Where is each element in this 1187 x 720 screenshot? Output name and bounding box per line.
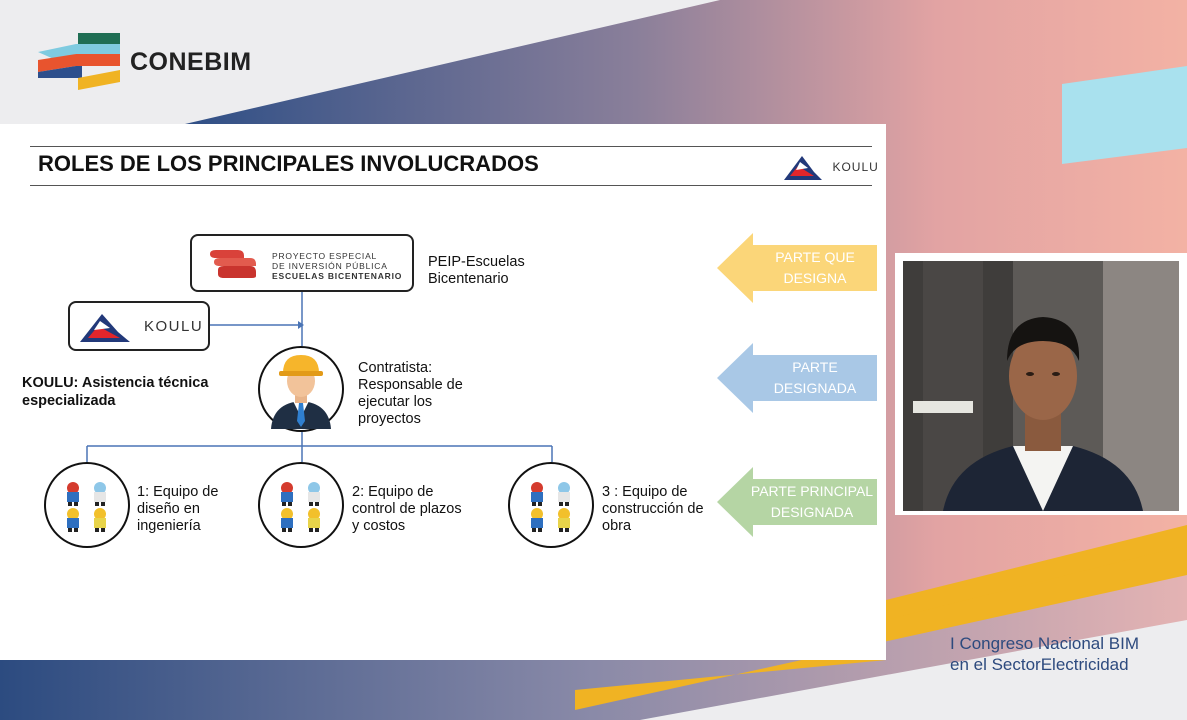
team-1-label (137, 484, 218, 535)
peip-label (428, 254, 525, 288)
arrow-1-line2: DESIGNA (783, 270, 847, 286)
arrow-parte-principal-designada (717, 467, 877, 537)
slide-title: ROLES DE LOS PRINCIPALES INVOLUCRADOS (38, 151, 539, 176)
team-3-line1: 3 : Equipo de (602, 484, 688, 500)
koulu-desc-line2: especializada (22, 393, 116, 409)
team-2-line2: control de plazos (352, 501, 462, 517)
arrow-3-line2: DESIGNADA (770, 504, 854, 520)
footer-line2: en el SectorElectricidad (950, 655, 1129, 674)
contractor-icon (265, 351, 337, 429)
peip-logo-line2: DE INVERSIÓN PÚBLICA (272, 261, 388, 271)
arrow-3-line1: PARTE PRINCIPAL (750, 483, 874, 499)
arrow-parte-designada (717, 343, 877, 413)
footer-line1: I Congreso Nacional BIM (950, 634, 1139, 653)
team-1-line2: diseño en (137, 501, 200, 517)
webcam-video (903, 261, 1179, 511)
koulu-logo-icon (80, 312, 138, 342)
header-koulu-text: KOULU (832, 160, 879, 174)
arrow-1-line1: PARTE QUE (775, 249, 855, 265)
team-3-circle (508, 462, 594, 548)
peip-logo-icon (208, 248, 258, 280)
contractor-line1: Contratista: (358, 360, 433, 376)
peip-logo-box (190, 234, 414, 292)
arrow-2-line2: DESIGNADA (773, 380, 857, 396)
peip-logo-line3: ESCUELAS BICENTENARIO (272, 271, 403, 281)
koulu-description (22, 374, 208, 410)
speaker-video-icon (903, 261, 1179, 511)
peip-logo-line1: PROYECTO ESPECIAL (272, 251, 378, 261)
team-2-line1: 2: Equipo de (352, 484, 434, 500)
contractor-line2: Responsable de (358, 377, 463, 393)
conebim-logo-icon (36, 30, 124, 96)
workers-icon (274, 478, 328, 532)
brand-name: CONEBIM (130, 48, 252, 76)
koulu-box-text: KOULU (144, 318, 204, 335)
team-2-circle (258, 462, 344, 548)
arrow-2-line1: PARTE (792, 359, 838, 375)
team-1-line1: 1: Equipo de (137, 484, 219, 500)
workers-icon (60, 478, 114, 532)
team-2-line3: y costos (352, 518, 406, 534)
arrow-parte-que-designa (717, 233, 877, 303)
team-3-line2: construcción de (602, 501, 704, 517)
team-3-label (602, 484, 704, 535)
workers-icon (524, 478, 578, 532)
contractor-line3: ejecutar los (358, 394, 433, 410)
team-1-circle (44, 462, 130, 548)
contractor-label (358, 360, 463, 428)
team-3-line3: obra (602, 518, 632, 534)
team-1-line3: ingeniería (137, 518, 201, 534)
contractor-line4: proyectos (358, 411, 421, 427)
koulu-desc-line1: KOULU: Asistencia técnica (22, 375, 209, 391)
peip-label-line2: Bicentenario (428, 271, 509, 287)
event-footer (950, 633, 1139, 675)
team-2-label (352, 484, 462, 535)
peip-label-line1: PEIP-Escuelas (428, 254, 525, 270)
presentation-slide (0, 124, 886, 660)
koulu-logo-box (68, 301, 210, 351)
contractor-circle (258, 346, 344, 432)
